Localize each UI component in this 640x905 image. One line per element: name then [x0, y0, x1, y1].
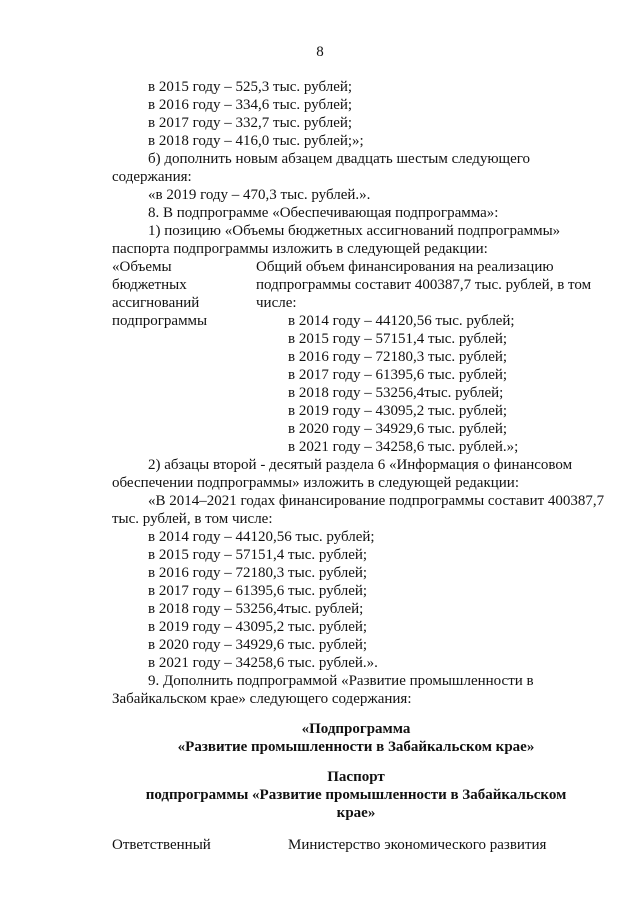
item-9-line: 9. Дополнить подпрограммой «Развитие промышленности в [148, 673, 534, 689]
passport-title: подпрограммы «Развитие промышленности в Забайкальском [145, 787, 567, 803]
table-year-line: в 2016 году – 72180,3 тыс. рублей; [288, 349, 508, 365]
table-year-line: в 2019 году – 43095,2 тыс. рублей; [288, 403, 508, 419]
passport-title: крае» [336, 805, 376, 821]
list-item: в 2015 году – 525,3 тыс. рублей; [148, 79, 353, 95]
list-item: в 2017 году – 332,7 тыс. рублей; [148, 115, 353, 131]
year-line: в 2020 году – 34929,6 тыс. рублей; [148, 637, 368, 653]
year-line: в 2019 году – 43095,2 тыс. рублей; [148, 619, 368, 635]
item-8-paragraph-line: 1) позицию «Объемы бюджетных ассигнований подпрограммы» [148, 223, 561, 239]
item-2-line: «В 2014–2021 годах финансирование подпрограммы составит 400387,7 [148, 493, 605, 509]
table-year-line: в 2018 году – 53256,4тыс. рублей; [288, 385, 504, 401]
table-right-cell-line: Общий объем финансирования на реализацию [256, 259, 554, 275]
item-2-line: 2) абзацы второй - десятый раздела 6 «Информация о финансовом [148, 457, 573, 473]
year-line: в 2017 году – 61395,6 тыс. рублей; [148, 583, 368, 599]
table-year-line: в 2015 году – 57151,4 тыс. рублей; [288, 331, 508, 347]
item-2-line: обеспечении подпрограммы» изложить в следующей редакции: [112, 475, 519, 491]
table-left-cell-line: ассигнований [112, 295, 200, 311]
table-left-cell-line: подпрограммы [112, 313, 208, 329]
table-left-cell-line: бюджетных [112, 277, 187, 293]
subprogram-title: «Подпрограмма [301, 721, 411, 737]
item-8-heading: 8. В подпрограмме «Обеспечивающая подпрограмма»: [148, 205, 499, 221]
item-8-paragraph-line: паспорта подпрограммы изложить в следующей редакции: [112, 241, 488, 257]
table-right-cell-line: подпрограммы составит 400387,7 тыс. рублей, в том [256, 277, 592, 293]
list-item: в 2018 году – 416,0 тыс. рублей;»; [148, 133, 364, 149]
item-9-line: Забайкальском крае» следующего содержания: [112, 691, 412, 707]
paragraph-b-line: «в 2019 году – 470,3 тыс. рублей.». [148, 187, 371, 203]
subprogram-title: «Развитие промышленности в Забайкальском крае» [177, 739, 535, 755]
paragraph-b-line: б) дополнить новым абзацем двадцать шестым следующего [148, 151, 531, 167]
year-line: в 2014 году – 44120,56 тыс. рублей; [148, 529, 375, 545]
year-line: в 2018 году – 53256,4тыс. рублей; [148, 601, 364, 617]
table-year-line: в 2014 году – 44120,56 тыс. рублей; [288, 313, 515, 329]
table-left-cell-line: «Объемы [112, 259, 172, 275]
passport-title: Паспорт [327, 769, 385, 785]
table-right-cell-line: числе: [256, 295, 297, 311]
year-line: в 2016 году – 72180,3 тыс. рублей; [148, 565, 368, 581]
year-line: в 2021 году – 34258,6 тыс. рублей.». [148, 655, 378, 671]
passport-left-cell: Ответственный [112, 837, 211, 853]
page-number: 8 [316, 44, 324, 60]
paragraph-b-line: содержания: [112, 169, 192, 185]
table-year-line: в 2017 году – 61395,6 тыс. рублей; [288, 367, 508, 383]
table-year-line: в 2021 году – 34258,6 тыс. рублей.»; [288, 439, 519, 455]
passport-right-cell: Министерство экономического развития [288, 837, 547, 853]
table-year-line: в 2020 году – 34929,6 тыс. рублей; [288, 421, 508, 437]
item-2-line: тыс. рублей, в том числе: [112, 511, 273, 527]
list-item: в 2016 году – 334,6 тыс. рублей; [148, 97, 353, 113]
year-line: в 2015 году – 57151,4 тыс. рублей; [148, 547, 368, 563]
